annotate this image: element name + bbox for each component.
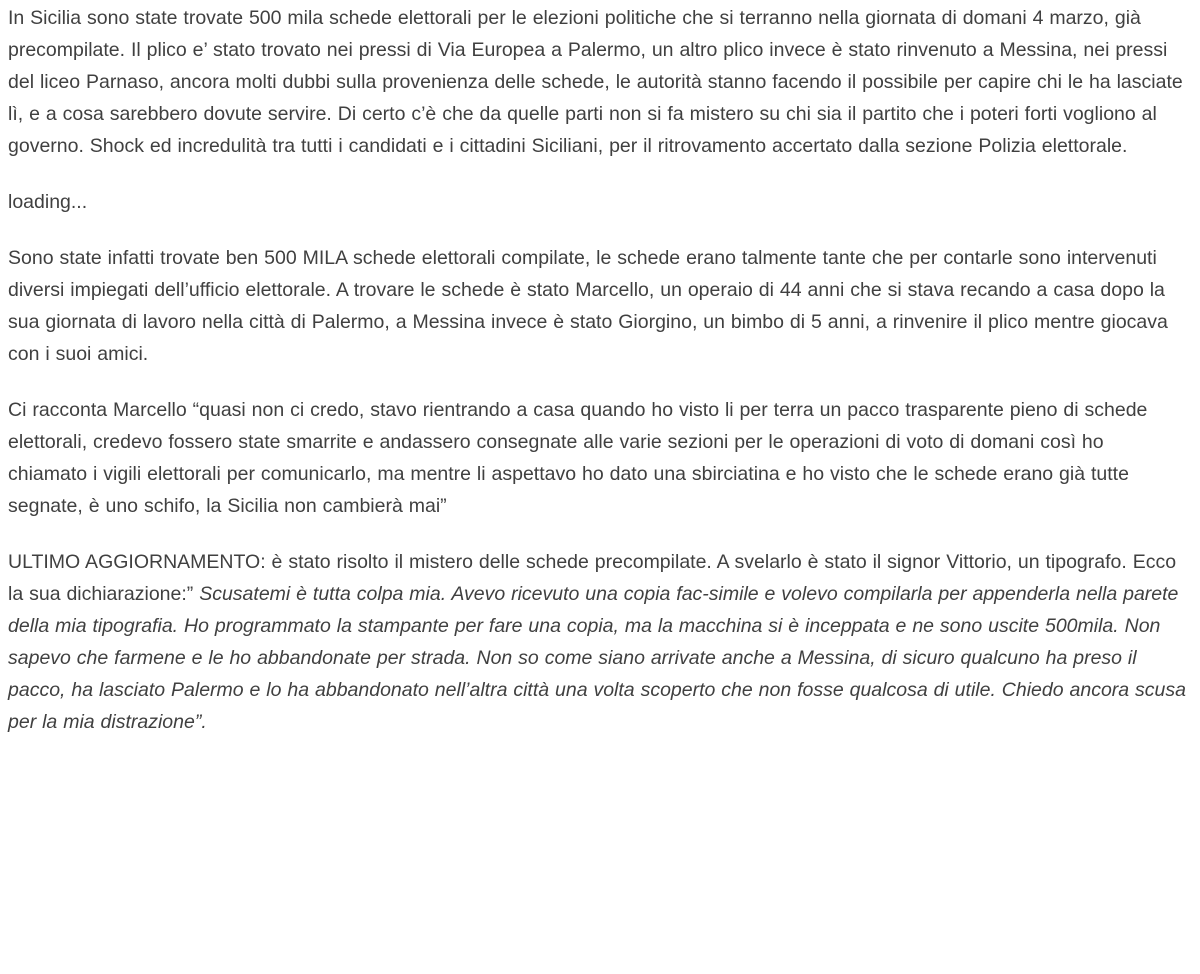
- loading-placeholder-text: loading...: [8, 191, 88, 213]
- article-paragraph-details: Sono state infatti trovate ben 500 MILA schede elettorali compilate, le schede erano talmente tante che per contarle sono intervenuti diversi impiegati dell’ufficio elettorale. A trovare le schede è stato Marcello, un operaio di 44 anni che si stava recando a casa dopo la sua giornata di lavoro nella città di Palermo, a Messina invece è stato Giorgino, un bimbo di 5 anni, a rinvenire il plico mentre giocava con i suoi amici.: [8, 247, 1168, 365]
- article-paragraph-update: [8, 546, 1186, 738]
- update-lead-text: ULTIMO AGGIORNAMENTO: è stato risolto il mistero delle schede precompilate. A svelarlo è stato il signor Vittorio, un tipografo. Ecco la sua dichiarazione:”: [8, 551, 1177, 605]
- typographer-quote-italic-text: Scusatemi è tutta colpa mia. Avevo ricevuto una copia fac-simile e volevo compilarla per appenderla nella parete della mia tipografia. Ho programmato la stampante per fare una copia, ma la macchina si è inceppata e ne sono uscite 500mila. Non sapevo che farmene e le ho abbandonate per strada. Non so come siano arrivate anche a Messina, di sicuro qualcuno ha preso il pacco, ha lasciato Palermo e lo ha abbandonato nell’altra città una volta scoperto che non fosse qualcosa di utile. Chiedo ancora scusa per la mia distrazione”.: [8, 583, 1186, 733]
- article-paragraph-intro: In Sicilia sono state trovate 500 mila schede elettorali per le elezioni politiche che si terranno nella giornata di domani 4 marzo, già precompilate. Il plico e’ stato trovato nei pressi di Via Europea a Palermo, un altro plico invece è stato rinvenuto a Messina, nei pressi del liceo Parnaso, ancora molti dubbi sulla provenienza delle schede, le autorità stanno facendo il possibile per capire chi le ha lasciate lì, e a cosa sarebbero dovute servire. Di certo c’è che da quelle parti non si fa mistero su chi sia il partito che i poteri forti vogliono al governo. Shock ed incredulità tra tutti i candidati e i cittadini Siciliani, per il ritrovamento accertato dalla sezione Polizia elettorale.: [8, 7, 1183, 157]
- article-paragraph-marcello-quote: Ci racconta Marcello “quasi non ci credo, stavo rientrando a casa quando ho visto li per terra un pacco trasparente pieno di schede elettorali, credevo fossero state smarrite e andassero consegnate alle varie sezioni per le operazioni di voto di domani così ho chiamato i vigili elettorali per comunicarlo, ma mentre li aspettavo ho dato una sbirciatina e ho visto che le schede erano già tutte segnate, è uno schifo, la Sicilia non cambierà mai”: [8, 399, 1148, 517]
